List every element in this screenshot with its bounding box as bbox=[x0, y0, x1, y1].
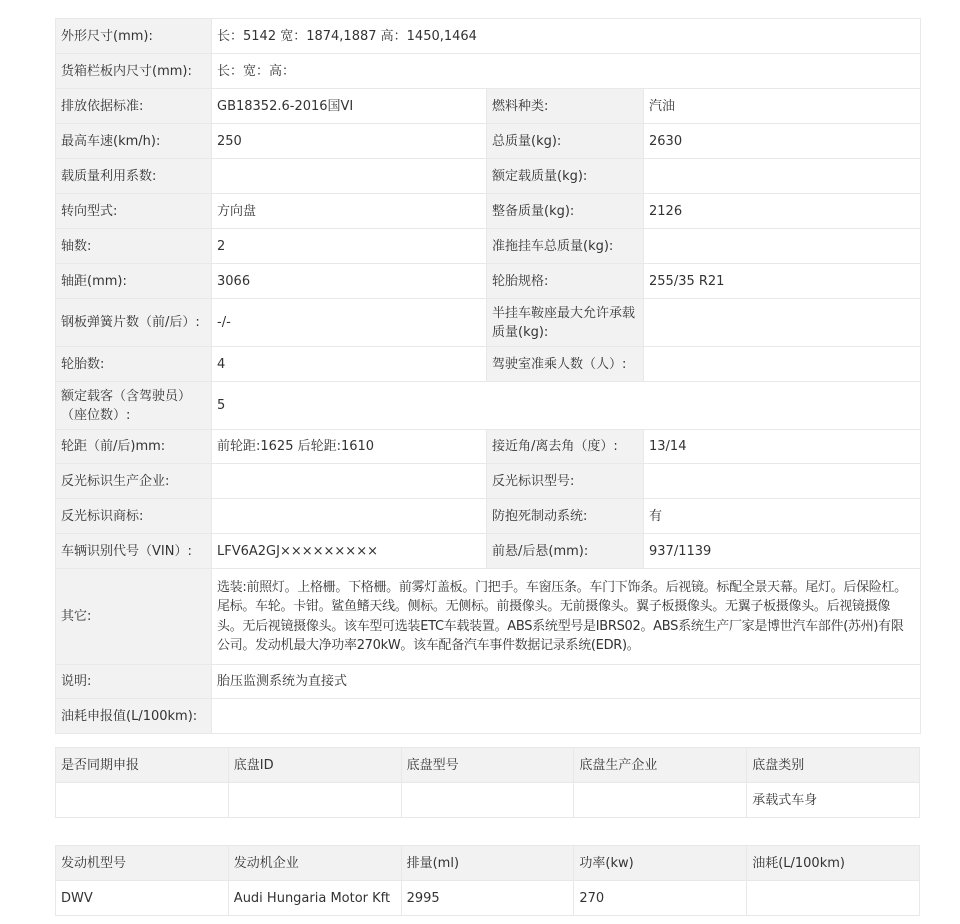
track-label: 轮距（前/后)mm: bbox=[56, 430, 212, 464]
rated-load-value bbox=[644, 159, 921, 194]
tire-spec-label: 轮胎规格: bbox=[487, 264, 644, 299]
total-mass-label: 总质量(kg): bbox=[487, 124, 644, 159]
saddle-load-value bbox=[644, 299, 921, 347]
engine-model-value: DWV bbox=[56, 881, 229, 916]
trailer-mass-label: 准拖挂车总质量(kg): bbox=[487, 229, 644, 264]
fuel-type-value: 汽油 bbox=[644, 89, 921, 124]
cab-passengers-label: 驾驶室准乘人数（人）: bbox=[487, 347, 644, 382]
engine-manufacturer-value: Audi Hungaria Motor Kft bbox=[228, 881, 401, 916]
vehicle-spec-table bbox=[55, 18, 921, 734]
vin-value: LFV6A2GJ××××××××× bbox=[212, 534, 487, 569]
wheelbase-label: 轴距(mm): bbox=[56, 264, 212, 299]
vin-label: 车辆识别代号（VIN）: bbox=[56, 534, 212, 569]
spec-row-note bbox=[56, 665, 921, 699]
spec-row-other bbox=[56, 569, 921, 665]
engine-header-fuel-consumption: 油耗(L/100km) bbox=[747, 846, 920, 881]
spec-row-dimensions bbox=[56, 19, 921, 54]
tire-count-label: 轮胎数: bbox=[56, 347, 212, 382]
cab-passengers-value bbox=[644, 347, 921, 382]
note-label: 说明: bbox=[56, 665, 212, 699]
engine-header-model: 发动机型号 bbox=[56, 846, 229, 881]
reflector-brand-label: 反光标识商标: bbox=[56, 499, 212, 534]
engine-power-value: 270 bbox=[574, 881, 747, 916]
spec-row-axles bbox=[56, 229, 921, 264]
rated-passengers-label: 额定载客（含驾驶员）（座位数）: bbox=[56, 382, 212, 430]
dimensions-value: 长：5142 宽：1874,1887 高：1450,1464 bbox=[212, 19, 921, 54]
spec-row-reflector bbox=[56, 464, 921, 499]
tire-spec-value: 255/35 R21 bbox=[644, 264, 921, 299]
reflector-model-label: 反光标识型号: bbox=[487, 464, 644, 499]
chassis-manufacturer-value bbox=[574, 783, 747, 818]
reflector-model-value bbox=[644, 464, 921, 499]
cargo-box-value: 长：宽：高： bbox=[212, 54, 921, 89]
reflector-maker-value bbox=[212, 464, 487, 499]
curb-weight-value: 2126 bbox=[644, 194, 921, 229]
spec-row-track bbox=[56, 430, 921, 464]
chassis-type-value: 承载式车身 bbox=[747, 783, 920, 818]
chassis-id-value bbox=[228, 783, 401, 818]
overhang-label: 前悬/后悬(mm): bbox=[487, 534, 644, 569]
engine-data-row bbox=[56, 881, 920, 916]
engine-header-row bbox=[56, 846, 920, 881]
engine-displacement-value: 2995 bbox=[401, 881, 574, 916]
spec-row-cargo-box bbox=[56, 54, 921, 89]
chassis-header-id: 底盘ID bbox=[228, 748, 401, 783]
chassis-header-type: 底盘类别 bbox=[747, 748, 920, 783]
max-speed-label: 最高车速(km/h): bbox=[56, 124, 212, 159]
abs-value: 有 bbox=[644, 499, 921, 534]
overhang-value: 937/1139 bbox=[644, 534, 921, 569]
emission-standard-value: GB18352.6-2016国VI bbox=[212, 89, 487, 124]
spec-row-speed bbox=[56, 124, 921, 159]
spec-row-fuel-consumption bbox=[56, 699, 921, 734]
abs-label: 防抱死制动系统: bbox=[487, 499, 644, 534]
rated-load-label: 额定载质量(kg): bbox=[487, 159, 644, 194]
engine-header-power: 功率(kw) bbox=[574, 846, 747, 881]
engine-fuel-consumption-value bbox=[747, 881, 920, 916]
wheelbase-value: 3066 bbox=[212, 264, 487, 299]
other-label: 其它: bbox=[56, 569, 212, 665]
axles-label: 轴数: bbox=[56, 229, 212, 264]
spec-row-brand-abs bbox=[56, 499, 921, 534]
leaf-springs-value: -/- bbox=[212, 299, 487, 347]
load-utilization-value bbox=[212, 159, 487, 194]
saddle-load-label: 半挂车鞍座最大允许承载质量(kg): bbox=[487, 299, 644, 347]
engine-header-displacement: 排量(ml) bbox=[401, 846, 574, 881]
spec-row-emission bbox=[56, 89, 921, 124]
reflector-brand-value bbox=[212, 499, 487, 534]
cargo-box-label: 货箱栏板内尺寸(mm): bbox=[56, 54, 212, 89]
spec-row-wheelbase bbox=[56, 264, 921, 299]
track-value: 前轮距:1625 后轮距:1610 bbox=[212, 430, 487, 464]
other-value: 选装:前照灯。上格栅。下格栅。前雾灯盖板。门把手。车窗压条。车门下饰条。后视镜。标配全景天幕。尾灯。后保险杠。尾标。车轮。卡钳。鲨鱼鳍天线。侧标。无侧标。前摄像头。无前摄像头。翼子板摄像头。无翼子板摄像头。后视镜摄像头。无后视镜摄像头。该车型可选装ETC车载装置。ABS系统型号是IBRS02。ABS系统生产厂家是博世汽车部件(苏州)有限公司。发动机最大净功率270kW。该车配备汽车事件数据记录系统(EDR)。 bbox=[212, 569, 921, 665]
fuel-consumption-label: 油耗申报值(L/100km): bbox=[56, 699, 212, 734]
approach-departure-label: 接近角/离去角（度）: bbox=[487, 430, 644, 464]
reflector-maker-label: 反光标识生产企业: bbox=[56, 464, 212, 499]
chassis-header-simultaneous: 是否同期申报 bbox=[56, 748, 229, 783]
approach-departure-value: 13/14 bbox=[644, 430, 921, 464]
chassis-header-manufacturer: 底盘生产企业 bbox=[574, 748, 747, 783]
fuel-type-label: 燃料种类: bbox=[487, 89, 644, 124]
chassis-header-model: 底盘型号 bbox=[401, 748, 574, 783]
fuel-consumption-value bbox=[212, 699, 921, 734]
spec-row-springs bbox=[56, 299, 921, 347]
max-speed-value: 250 bbox=[212, 124, 487, 159]
chassis-model-value bbox=[401, 783, 574, 818]
chassis-header-row bbox=[56, 748, 920, 783]
dimensions-label: 外形尺寸(mm): bbox=[56, 19, 212, 54]
load-utilization-label: 载质量利用系数: bbox=[56, 159, 212, 194]
chassis-data-row bbox=[56, 783, 920, 818]
axles-value: 2 bbox=[212, 229, 487, 264]
chassis-table bbox=[55, 747, 920, 818]
spec-row-tires bbox=[56, 347, 921, 382]
trailer-mass-value bbox=[644, 229, 921, 264]
spec-row-load bbox=[56, 159, 921, 194]
steering-label: 转向型式: bbox=[56, 194, 212, 229]
steering-value: 方向盘 bbox=[212, 194, 487, 229]
emission-standard-label: 排放依据标准: bbox=[56, 89, 212, 124]
total-mass-value: 2630 bbox=[644, 124, 921, 159]
spec-row-passengers bbox=[56, 382, 921, 430]
tire-count-value: 4 bbox=[212, 347, 487, 382]
spec-row-steering bbox=[56, 194, 921, 229]
note-value: 胎压监测系统为直接式 bbox=[212, 665, 921, 699]
rated-passengers-value: 5 bbox=[212, 382, 921, 430]
chassis-simultaneous-value bbox=[56, 783, 229, 818]
spec-row-vin bbox=[56, 534, 921, 569]
engine-table bbox=[55, 845, 920, 916]
leaf-springs-label: 钢板弹簧片数（前/后）: bbox=[56, 299, 212, 347]
curb-weight-label: 整备质量(kg): bbox=[487, 194, 644, 229]
engine-header-manufacturer: 发动机企业 bbox=[228, 846, 401, 881]
